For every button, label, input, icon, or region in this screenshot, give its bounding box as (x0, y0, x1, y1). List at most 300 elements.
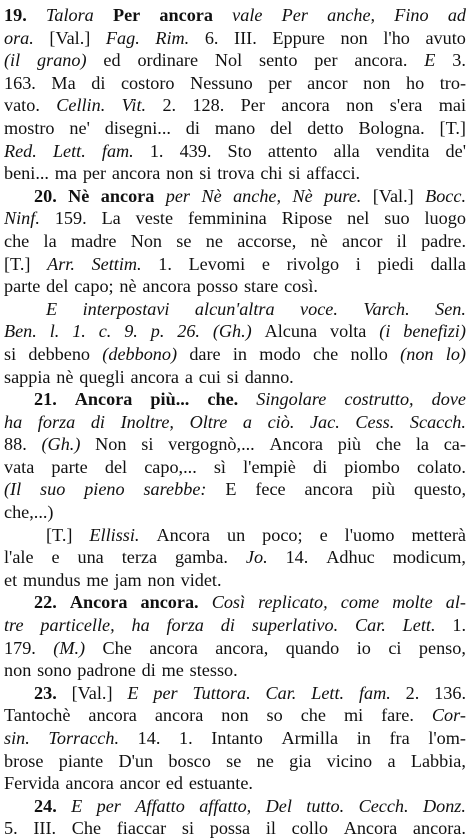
word: Non (130, 230, 163, 251)
word: anche, (233, 185, 282, 206)
word: di (141, 660, 156, 681)
word: ne (256, 750, 274, 771)
word: D'un (118, 750, 154, 771)
word: l. (49, 321, 60, 342)
word: non (346, 95, 374, 116)
word: Non (95, 434, 127, 455)
word: piante (58, 750, 104, 771)
word: per (314, 50, 338, 71)
text-line (4, 795, 466, 818)
word: piombo (344, 456, 400, 477)
word: ciò. (267, 411, 295, 432)
word: ancora. (140, 592, 199, 613)
word: non (147, 569, 175, 590)
word: attento (267, 140, 318, 161)
word: non (221, 705, 249, 726)
word: 1. (452, 615, 466, 636)
word: Per (240, 95, 265, 116)
word: 128. (192, 95, 225, 116)
word: Nessuno (190, 72, 253, 93)
word: Per (112, 5, 141, 25)
word: 88. (4, 434, 27, 455)
word: forza (37, 411, 76, 432)
word: Ancora (74, 389, 133, 410)
word: Oltre (189, 411, 228, 432)
word: ca- (443, 434, 466, 455)
word: pieno (84, 479, 125, 500)
word: ne' (69, 117, 90, 138)
word: Levomi (188, 253, 246, 274)
word: Armilla (281, 728, 339, 748)
text-line (4, 230, 466, 253)
word: fra (389, 728, 410, 748)
word: interpostavi (82, 298, 170, 319)
text-line (4, 456, 466, 479)
word: Del (265, 795, 292, 816)
word: che. (207, 389, 239, 410)
word: l'empiè (243, 456, 296, 477)
word: mai (438, 95, 466, 116)
text-line (4, 727, 466, 750)
word: Lett. (311, 682, 345, 703)
word: un (226, 524, 246, 545)
word: ancora. (354, 50, 408, 71)
word: ancora (142, 276, 191, 297)
word: suo (40, 479, 66, 500)
word: tro- (439, 72, 466, 93)
word: poco; (262, 524, 303, 545)
word: fam. (101, 140, 134, 161)
text-line (4, 275, 466, 298)
word: me (86, 569, 109, 590)
text-line (4, 637, 466, 660)
word: che (4, 230, 30, 251)
word: voce. (300, 298, 338, 319)
word: luogo (424, 208, 466, 229)
word: ha (131, 615, 150, 636)
word: per (165, 185, 191, 206)
word: [Val.] (49, 27, 91, 48)
word: si (181, 818, 195, 839)
word: alla (333, 140, 360, 161)
word: femminina (187, 208, 267, 229)
word: Bologna. (358, 117, 425, 138)
word: Labbia, (410, 750, 466, 771)
text-line (4, 366, 466, 389)
word: ancor (119, 773, 161, 794)
word: Ellissi. (89, 524, 140, 545)
text-line (4, 94, 466, 117)
word: ancora (130, 366, 180, 387)
word: de' (445, 140, 466, 161)
word: Vit. (121, 95, 147, 116)
word: [T.] (46, 524, 73, 545)
word: nollo (350, 343, 388, 364)
word: padrone (77, 660, 136, 681)
word: vergognò,... (168, 434, 255, 455)
word: Cellin. (56, 95, 106, 116)
word: Ma (51, 72, 76, 93)
word: molte (392, 592, 433, 613)
word: estuante. (188, 773, 253, 794)
word: fece (255, 479, 286, 500)
word: sarebbe: (143, 479, 207, 500)
word: Car. (354, 615, 386, 636)
word: trova (217, 163, 255, 184)
word: quando (285, 637, 340, 658)
word: a (242, 411, 252, 432)
word: dalla (430, 253, 466, 274)
word: colato. (416, 456, 466, 477)
word: che,...) (4, 502, 54, 523)
word: me (161, 660, 184, 681)
word: forza (166, 615, 204, 636)
word: ed (103, 50, 121, 71)
word: sono (37, 660, 72, 681)
word: 2. (405, 682, 420, 703)
text-line (4, 772, 466, 795)
text-line (4, 524, 466, 547)
text-line (4, 546, 466, 569)
word: [Val.] (71, 682, 113, 703)
word: penso, (418, 637, 466, 658)
word: rivolgo (286, 253, 340, 274)
text-line (4, 320, 466, 343)
text-line (4, 750, 466, 773)
word: dare (189, 343, 221, 364)
word: Adhuc (326, 547, 375, 568)
word: Così (211, 592, 246, 613)
text-line (4, 704, 466, 727)
word: del (270, 117, 293, 138)
word: 23. (34, 682, 57, 703)
word: [Val.] (372, 185, 414, 206)
text-line (4, 253, 466, 276)
word: Tuttora. (192, 682, 251, 703)
word: Talora (45, 5, 94, 25)
word: (debbono) (102, 343, 178, 364)
word: Ben. (4, 321, 37, 342)
text-line (4, 478, 466, 501)
word: si (141, 434, 154, 455)
word: Red. (4, 140, 37, 161)
word: lo) (445, 343, 466, 364)
word: che (313, 343, 339, 364)
word: una (77, 547, 104, 568)
word: l'uomo (344, 524, 395, 545)
word: del (104, 456, 128, 477)
word: non (363, 72, 391, 93)
word: i (355, 253, 361, 274)
word: Sen. (435, 298, 466, 319)
word: sento (259, 50, 298, 71)
word: Car. (265, 682, 297, 703)
word: E (71, 795, 83, 816)
word: nel (347, 208, 370, 229)
word: che (300, 705, 326, 726)
word: ancora (111, 163, 161, 184)
word: Fag. (105, 27, 140, 48)
word: sin. (4, 728, 30, 748)
word: ancora (88, 705, 137, 726)
text-line (4, 569, 466, 592)
word: che (375, 434, 402, 455)
word: gamba. (174, 547, 228, 568)
word: se (226, 750, 242, 771)
word: Ancora (69, 592, 128, 613)
word: di (90, 411, 105, 432)
word: (i (379, 321, 391, 342)
word: ancora (154, 705, 204, 726)
word: 1. (72, 321, 86, 342)
word: Affatto (135, 795, 185, 816)
word: capo; (74, 276, 114, 297)
word: E (127, 682, 139, 703)
word: videt. (180, 569, 222, 590)
word: ordinare (137, 50, 199, 71)
word: (M.) (53, 637, 86, 658)
word: Ancora (269, 434, 324, 455)
word: di (91, 72, 106, 93)
word: ne (205, 230, 223, 251)
word: Sto (227, 140, 252, 161)
text-line (4, 614, 466, 637)
text-line (4, 298, 466, 321)
word: per (268, 72, 292, 93)
word: detto (307, 117, 344, 138)
word: grano) (37, 50, 87, 71)
word: [T.] (439, 117, 466, 138)
word: (Gh.) (212, 321, 252, 342)
word: mi (343, 705, 364, 726)
word: 136. (434, 682, 466, 703)
text-line (4, 682, 466, 705)
word: so (266, 705, 283, 726)
word: ha (4, 411, 23, 432)
word: Lett. (402, 615, 436, 636)
text-line (4, 433, 466, 456)
text-line (4, 388, 466, 411)
word: volta (330, 321, 367, 342)
word: Nè (68, 185, 90, 206)
word: di (220, 615, 235, 636)
word: così. (284, 276, 318, 297)
word: suo (384, 208, 410, 229)
word: modicum, (392, 547, 466, 568)
word: ancor (342, 230, 383, 251)
word: di (185, 117, 200, 138)
text-line (4, 343, 466, 366)
text-line (4, 72, 466, 95)
word: 179. (4, 637, 36, 658)
word: (il (4, 50, 21, 71)
word: 1. (179, 728, 193, 748)
word: Ancora (343, 818, 398, 839)
word: [T.] (4, 253, 31, 274)
word: 2. (162, 95, 177, 116)
word: benefizi) (403, 321, 466, 342)
word: ancora (149, 637, 198, 658)
word: costoro (120, 72, 175, 93)
word: per (153, 682, 178, 703)
word: nè (310, 230, 328, 251)
word: tutto. (306, 795, 345, 816)
word: sappia (4, 366, 51, 387)
word: stare (243, 276, 279, 297)
text-line (4, 162, 466, 185)
text-line (4, 117, 466, 140)
word: chi (260, 163, 283, 184)
word: fare. (381, 705, 414, 726)
word: la (43, 230, 57, 251)
word: replicato, (258, 592, 328, 613)
word: ancora (304, 479, 353, 500)
word: Fervida (4, 773, 60, 794)
word: Per (281, 5, 308, 25)
word: brose (4, 750, 44, 771)
word: Che (71, 818, 102, 839)
word: jam (114, 569, 142, 590)
word: Jo. (245, 547, 268, 568)
word: Arr. (47, 253, 75, 274)
word: 5. (4, 818, 18, 839)
word: si (226, 366, 239, 387)
word: 3. (452, 50, 466, 71)
word: Ancora (156, 524, 210, 545)
word: 9. (124, 321, 138, 342)
word: stesso. (189, 660, 238, 681)
word: s'era (389, 95, 423, 116)
word: 14. (137, 728, 161, 748)
word: affatto, (199, 795, 252, 816)
word: p. (150, 321, 165, 342)
word: danno. (244, 366, 294, 387)
word: Alcuna (264, 321, 318, 342)
text-line (4, 591, 466, 614)
word: parte (51, 456, 88, 477)
word: Nol (214, 50, 243, 71)
word: particelle, (40, 615, 115, 636)
word: ci (388, 637, 402, 658)
word: c. (98, 321, 112, 342)
text-line (4, 185, 466, 208)
word: Cess. (355, 411, 395, 432)
text-line (4, 817, 466, 840)
word: per (96, 795, 121, 816)
word: più (371, 479, 396, 500)
word: costrutto, (344, 389, 414, 410)
word: ho (405, 72, 425, 93)
word: Fino (394, 5, 429, 25)
word: ancora (159, 5, 213, 25)
word: non (166, 163, 194, 184)
word: ma (54, 163, 78, 184)
word: si (199, 163, 212, 184)
word: l'ho (383, 27, 410, 48)
word: capo,... (144, 456, 197, 477)
word: veste (135, 208, 174, 229)
word: sì (213, 456, 226, 477)
word: per (82, 163, 107, 184)
word: metterà (411, 524, 466, 545)
word: in (232, 343, 248, 364)
word: si (288, 163, 301, 184)
text-line (4, 659, 466, 682)
word: e (51, 547, 60, 568)
word: padre. (421, 230, 466, 251)
word: Intanto (211, 728, 263, 748)
word: E (46, 298, 58, 319)
word: ancora (281, 95, 330, 116)
word: e (261, 253, 270, 274)
word: ancora (100, 185, 155, 206)
word: di (313, 456, 328, 477)
word: Ninf. (4, 208, 40, 229)
word: 6. (204, 27, 219, 48)
word: posso (196, 276, 239, 297)
word: Eppure (272, 27, 325, 48)
word: 26. (177, 321, 200, 342)
word: affacci. (306, 163, 361, 184)
word: modo (259, 343, 301, 364)
text-line (4, 4, 466, 27)
word: Bocc. (425, 185, 466, 206)
word: madre (70, 230, 117, 251)
word: vendita (375, 140, 430, 161)
text-line (4, 140, 466, 163)
word: ancora, (215, 637, 269, 658)
word: a (387, 750, 396, 771)
word: Torracch. (48, 728, 119, 748)
word: Scacch. (409, 411, 466, 432)
word: III. (33, 818, 57, 839)
word: dove (431, 389, 466, 410)
word: Varch. (363, 298, 410, 319)
word: alcun'altra (194, 298, 275, 319)
word: 1. (158, 253, 172, 274)
word: mano (214, 117, 256, 138)
word: pure. (324, 185, 362, 206)
word: mundus (22, 569, 81, 590)
word: (Gh.) (41, 434, 81, 455)
word: vato. (4, 95, 40, 116)
word: 14. (285, 547, 309, 568)
word: e (319, 524, 328, 545)
word: questo, (413, 479, 466, 500)
word: ed (165, 773, 184, 794)
word: beni... (4, 163, 49, 184)
word: ancora. (412, 818, 466, 839)
word: 24. (34, 795, 57, 816)
word: tre (4, 615, 24, 636)
word: Tantochè (4, 705, 71, 726)
word: Inoltre, (120, 411, 174, 432)
word: Jac. (309, 411, 340, 432)
word: Cor- (431, 705, 466, 726)
word: parte (4, 276, 41, 297)
word: vata (4, 456, 35, 477)
word: terza (121, 547, 158, 568)
text-line (4, 27, 466, 50)
text-line (4, 411, 466, 434)
word: se (176, 230, 192, 251)
word: accorse, (237, 230, 297, 251)
word: ora. (4, 27, 34, 48)
word: debbeno (28, 343, 91, 364)
word: si (4, 343, 17, 364)
word: 439. (179, 140, 212, 161)
word: (non (400, 343, 434, 364)
